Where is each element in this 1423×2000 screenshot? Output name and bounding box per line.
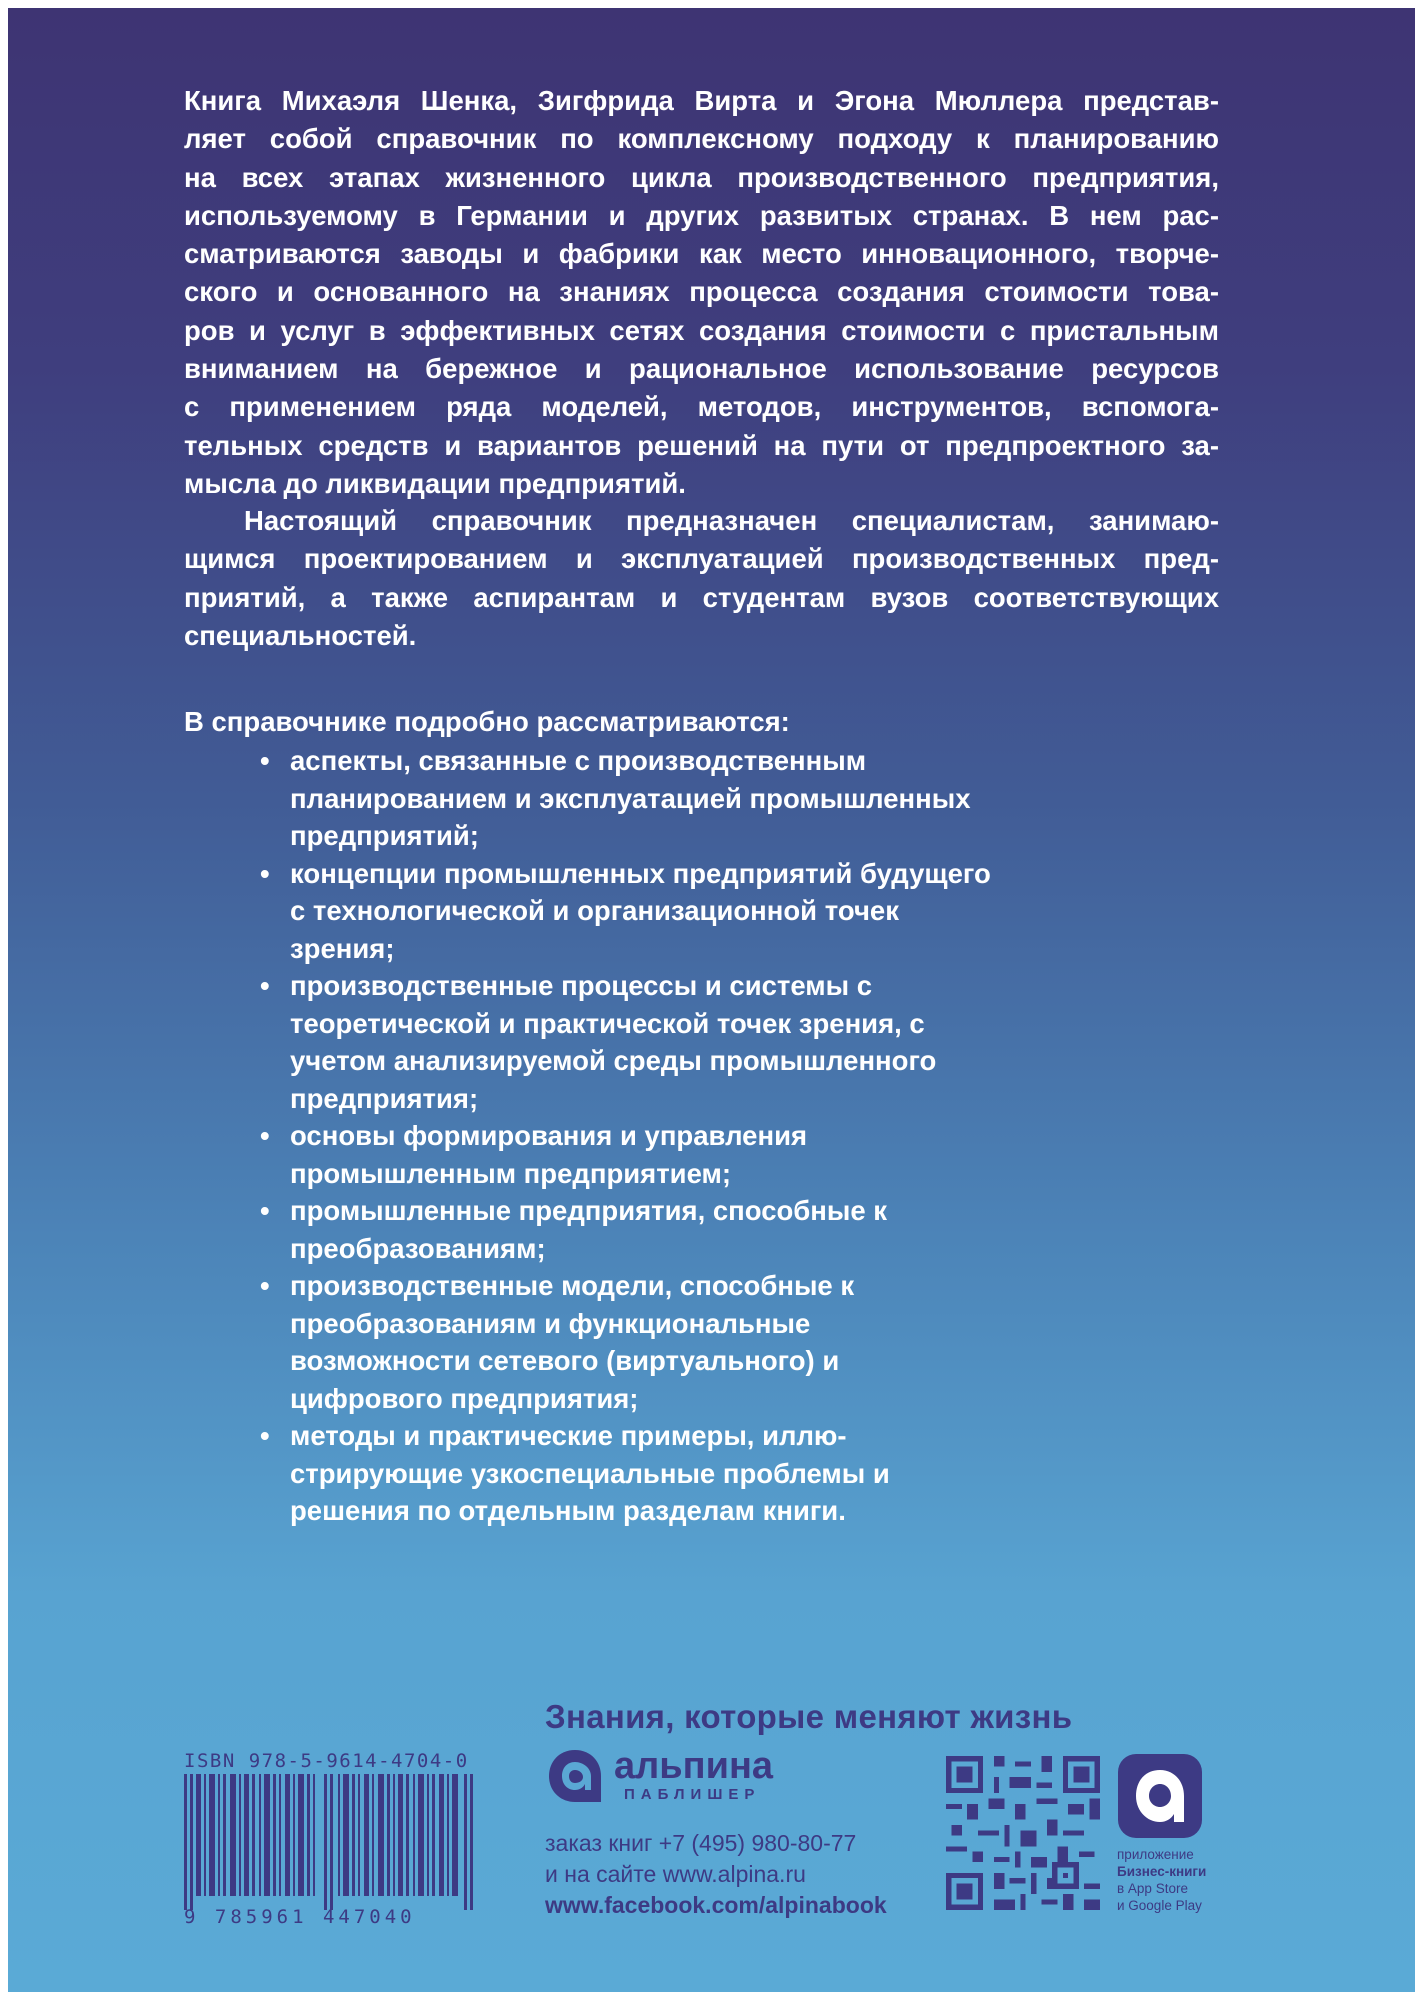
topic-item: • методы и практические примеры, иллюстрирующие узкоспециальные проблемы и решения по отдельным разделам книги. [272, 1417, 992, 1530]
app-text-line: в App Store [1117, 1881, 1188, 1896]
description-line: Настоящий справочник предназначен специалистам, занимаю- [244, 505, 1219, 536]
description-paragraph-1 [184, 82, 1219, 503]
publisher-slogan: Знания, которые меняют жизнь [545, 1698, 1073, 1735]
description-line: ляет собой справочник по комплексному подходу к планированию [184, 123, 1219, 155]
app-name: Бизнес-книги [1117, 1864, 1207, 1879]
description-line: специальностей. [184, 619, 417, 651]
facebook-link[interactable]: www.facebook.com/alpinabook [545, 1892, 887, 1918]
topic-item: • промышленные предприятия, способные к преобразованиям; [272, 1192, 992, 1267]
topic-item: • производственные модели, способные к преобразованиям и функциональные возможности сетевого (виртуального) и цифрового предприятия; [272, 1267, 992, 1417]
description-line: мысла до ликвидации предприятий. [184, 467, 686, 499]
topic-item: • основы формирования и управления промышленным предприятием; [272, 1117, 992, 1192]
description-line: с применением ряда моделей, методов, инструментов, вспомога- [184, 391, 1219, 423]
topics-intro: В справочнике подробно рассматриваются: [184, 706, 790, 737]
barcode-digits: 9 785961 447040 [184, 1906, 416, 1928]
app-text-line: и Google Play [1117, 1898, 1202, 1913]
description-line: тельных средств и вариантов решений на пути от предпроектного за- [184, 429, 1219, 461]
app-text-line [1117, 1863, 1206, 1880]
book-back-cover [8, 8, 1415, 1992]
topics-list [272, 742, 992, 1530]
topic-item: • аспекты, связанные с производственным планированием и эксплуатацией промышленных предприятий; [272, 742, 992, 855]
description-line: на всех этапах жизненного цикла производственного предприятия, [184, 161, 1219, 193]
qr-code-icon [946, 1756, 1100, 1910]
barcode-icon [184, 1774, 478, 1910]
order-site: и на сайте www.alpina.ru [545, 1861, 806, 1887]
description-line: щимся проектированием и эксплуатацией производственных пред- [184, 543, 1219, 575]
description-paragraph-2 [184, 502, 1219, 655]
topic-item: • производственные процессы и системы с теоретической и практической точек зрения, с учетом анализируемой среды промышленного предприятия; [272, 967, 992, 1117]
description-line: сматриваются заводы и фабрики как место инновационного, творче- [184, 238, 1219, 270]
order-phone: заказ книг +7 (495) 980-80-77 [545, 1830, 857, 1856]
description-line: Книга Михаэля Шенка, Зигфрида Вирта и Эгона Мюллера представ- [184, 85, 1219, 116]
description-line: ров и услуг в эффективных сетях создания стоимости с пристальным [184, 314, 1219, 346]
description-line: используемому в Германии и других развитых странах. В нем рас- [184, 199, 1219, 231]
publisher-logo-sub: ПАБЛИШЕР [624, 1786, 761, 1803]
isbn-label: ISBN 978-5-9614-4704-0 [184, 1750, 469, 1772]
description-line: приятий, а также аспирантам и студентам вузов соответствующих [184, 581, 1219, 613]
description-line: ского и основанного на знаниях процесса создания стоимости това- [184, 276, 1219, 308]
alpina-logo-icon [545, 1746, 605, 1806]
app-store-text [1117, 1846, 1206, 1914]
description-line: вниманием на бережное и рациональное использование ресурсов [184, 353, 1219, 385]
business-books-app-icon[interactable] [1118, 1754, 1202, 1838]
app-text-line: приложение [1117, 1847, 1194, 1862]
publisher-logo-name: альпина [614, 1745, 774, 1787]
topic-item: • концепции промышленных предприятий будущего с технологической и организационной точек зрения; [272, 855, 992, 968]
